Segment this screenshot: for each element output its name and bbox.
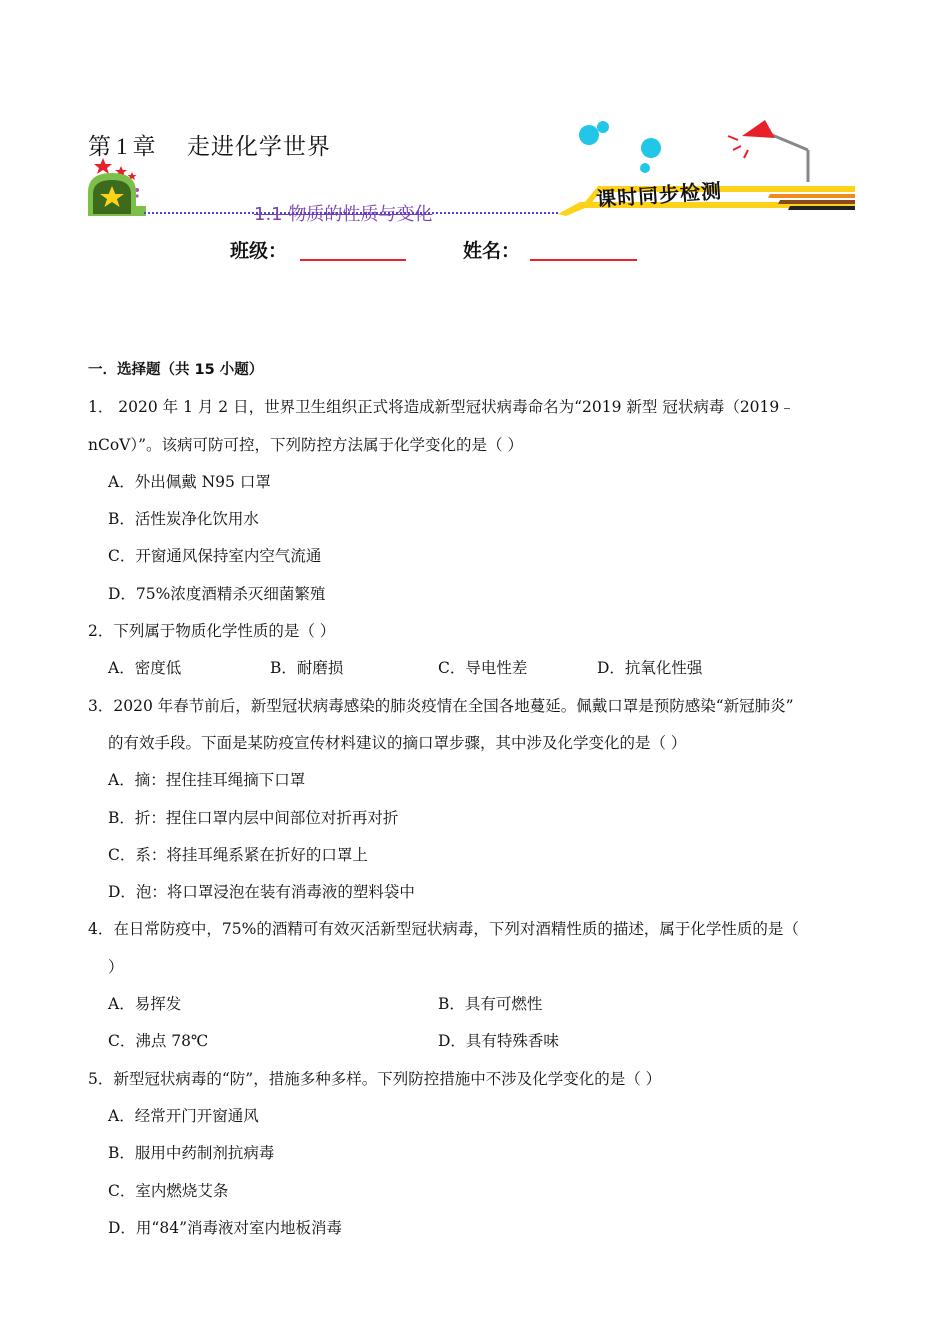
- option-d[interactable]: D．用“84”消毒液对室内地板消毒: [108, 1218, 342, 1237]
- question-5: [88, 1061, 868, 1247]
- option-a[interactable]: A．密度低: [108, 659, 182, 678]
- question-2: [88, 613, 868, 688]
- option-d[interactable]: D．具有特殊香味: [438, 1032, 559, 1051]
- class-label: 班级：: [230, 240, 288, 262]
- option-c[interactable]: C．导电性差: [438, 659, 528, 678]
- option-c[interactable]: C．沸点 78℃: [108, 1032, 209, 1051]
- option-c[interactable]: C．系：将挂耳绳系紧在折好的口罩上: [108, 845, 368, 864]
- option-b[interactable]: B．耐磨损: [270, 659, 344, 678]
- option-d[interactable]: D．泡：将口罩浸泡在装有消毒液的塑料袋中: [108, 883, 415, 902]
- section-title: 1.1 物质的性质与变化: [254, 204, 433, 225]
- option-c[interactable]: C．开窗通风保持室内空气流通: [108, 547, 322, 566]
- stamp-label: 课时同步检测: [595, 178, 723, 212]
- question-4: [88, 911, 868, 1060]
- option-a[interactable]: A．易挥发: [108, 995, 182, 1014]
- chapter-title: 走进化学世界: [186, 134, 331, 160]
- class-field[interactable]: [300, 259, 406, 261]
- question-stem: 5．新型冠状病毒的“防”，措施多种多样。下列防控措施中不涉及化学变化的是（ ）: [88, 1069, 662, 1088]
- option-b[interactable]: B．折：捏住口罩内层中间部位对折再对折: [108, 808, 399, 827]
- question-stem: 3．2020 年春节前后，新型冠状病毒感染的肺炎疫情在全国各地蔓延。佩戴口罩是预防感染“新冠肺炎”: [88, 696, 794, 715]
- section-heading: 一．选择题（共 15 小题）: [88, 362, 264, 378]
- option-b[interactable]: B．具有可燃性: [438, 995, 543, 1014]
- option-a[interactable]: A．摘：捏住挂耳绳摘下口罩: [108, 771, 306, 790]
- option-d[interactable]: D．75%浓度酒精杀灭细菌繁殖: [108, 584, 326, 603]
- option-d[interactable]: D．抗氧化性强: [597, 659, 703, 678]
- option-c[interactable]: C．室内燃烧艾条: [108, 1181, 229, 1200]
- option-b[interactable]: B．服用中药制剂抗病毒: [108, 1144, 275, 1163]
- option-a[interactable]: A．经常开门开窗通风: [108, 1106, 259, 1125]
- question-list: [88, 352, 868, 1247]
- option-a[interactable]: A．外出佩戴 N95 口罩: [108, 472, 271, 491]
- dome-star-icon: [88, 173, 136, 216]
- chapter-number: 1: [116, 134, 129, 159]
- question-stem: nCoV）”。该病可防可控，下列防控方法属于化学变化的是（ ）: [88, 435, 523, 454]
- chapter-suffix: 章: [132, 134, 157, 160]
- question-stem: 4．在日常防疫中，75%的酒精可有效灭活新型冠状病毒，下列对酒精性质的描述，属于化学性质的是（: [88, 920, 799, 939]
- option-b[interactable]: B．活性炭净化饮用水: [108, 510, 259, 529]
- chapter-prefix: 第: [88, 134, 112, 160]
- bubble-decoration-icon: [579, 121, 661, 173]
- question-stem: 1． 2020 年 1 月 2 日，世界卫生组织正式将造成新型冠状病毒命名为“2019 新型 冠状病毒（2019﹣: [88, 398, 795, 417]
- question-3: [88, 688, 868, 912]
- question-1: [88, 389, 868, 613]
- chapter-heading: [88, 128, 331, 161]
- question-stem: 2．下列属于物质化学性质的是（ ）: [88, 622, 336, 641]
- name-field[interactable]: [530, 259, 637, 261]
- name-label: 姓名：: [463, 240, 521, 262]
- question-stem: ）: [108, 957, 124, 976]
- desk-lamp-icon: [728, 120, 808, 182]
- question-stem: 的有效手段。下面是某防疫宣传材料建议的摘口罩步骤，其中涉及化学变化的是（ ）: [108, 733, 687, 752]
